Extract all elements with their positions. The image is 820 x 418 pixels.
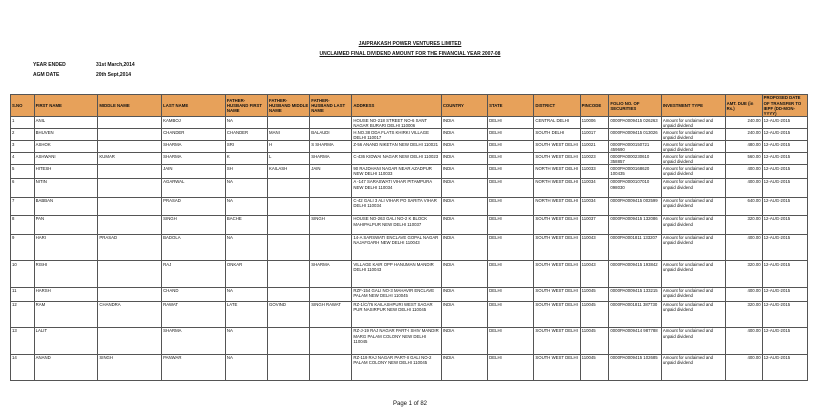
column-header: AMT. DUE (in Rs.) bbox=[725, 95, 762, 117]
column-header: LAST NAME bbox=[162, 95, 226, 117]
table-cell: K bbox=[225, 153, 267, 165]
table-cell: SOUTH WEST DELHI bbox=[534, 216, 580, 235]
table-cell: Amount for unclaimed and unpaid dividend bbox=[661, 261, 725, 288]
table-cell: SOUTH WEST DELHI bbox=[534, 141, 580, 153]
table-cell: 11 bbox=[11, 287, 35, 301]
table-cell: DELHI bbox=[488, 261, 534, 288]
company-title: JAIPRAKASH POWER VENTURES LIMITED bbox=[358, 41, 462, 47]
table-cell: 12-AUG-2015 bbox=[762, 287, 807, 301]
table-cell: 2 bbox=[11, 129, 35, 141]
column-header: FIRST NAME bbox=[34, 95, 98, 117]
table-cell bbox=[98, 141, 162, 153]
column-header: PROPOSED DATE OF TRANSFER TO IEPF (DD-MON-YYYY) bbox=[762, 95, 807, 117]
table-cell: CHANDER bbox=[162, 129, 226, 141]
table-cell: 110043 bbox=[580, 234, 609, 261]
table-cell: ASHOK bbox=[34, 141, 98, 153]
table-cell bbox=[98, 261, 162, 288]
table-cell: 0000PA0001811 387730 bbox=[609, 301, 661, 328]
table-cell: SOUTH WEST DELHI bbox=[534, 153, 580, 165]
table-cell: 400.00 bbox=[725, 234, 762, 261]
table-cell bbox=[268, 197, 310, 216]
column-header: S.NO bbox=[11, 95, 35, 117]
table-cell bbox=[98, 328, 162, 355]
table-cell bbox=[98, 129, 162, 141]
table-cell: PANWAR bbox=[162, 354, 226, 381]
table-cell: SH bbox=[225, 165, 267, 179]
table-cell: SOUTH WEST DELHI bbox=[534, 261, 580, 288]
table-cell: AGARWAL bbox=[162, 179, 226, 198]
table-cell: 320.00 bbox=[725, 261, 762, 288]
table-cell: INDIA bbox=[441, 129, 487, 141]
table-cell: 110006 bbox=[580, 117, 609, 129]
table-cell: 240.00 bbox=[725, 129, 762, 141]
table-cell: INDIA bbox=[441, 287, 487, 301]
table-cell: NA bbox=[225, 354, 267, 381]
table-cell: Amount for unclaimed and unpaid dividend bbox=[661, 153, 725, 165]
table-cell: 12-AUG-2015 bbox=[762, 301, 807, 328]
table-cell: 320.00 bbox=[725, 301, 762, 328]
table-cell: RZ-J-19 RAJ NAGAR PART-I SHIV MANDIR MARG PALAM COLONY NEW DELHI 110045 bbox=[352, 328, 441, 355]
column-header: ADDRESS bbox=[352, 95, 441, 117]
table-cell: PAN bbox=[34, 216, 98, 235]
table-cell: NORTH WEST DELHI bbox=[534, 165, 580, 179]
table-cell bbox=[268, 354, 310, 381]
table-cell: 110045 bbox=[580, 354, 609, 381]
table-cell bbox=[310, 179, 352, 198]
table-cell: 110045 bbox=[580, 287, 609, 301]
table-row bbox=[11, 301, 808, 328]
page-footer: Page 1 of 82 bbox=[392, 401, 428, 407]
table-cell: INDIA bbox=[441, 153, 487, 165]
table-cell bbox=[98, 179, 162, 198]
column-header: FATHER-HUSBAND LAST NAME bbox=[310, 95, 352, 117]
table-cell bbox=[310, 354, 352, 381]
table-cell: 7 bbox=[11, 197, 35, 216]
table-cell bbox=[310, 234, 352, 261]
table-cell: Amount for unclaimed and unpaid dividend bbox=[661, 141, 725, 153]
table-cell: 110023 bbox=[580, 153, 609, 165]
table-cell bbox=[268, 287, 310, 301]
table-cell: 10 bbox=[11, 261, 35, 288]
table-cell: ASHWANI bbox=[34, 153, 98, 165]
table-cell: KAMBOJ bbox=[162, 117, 226, 129]
table-cell: RZ-1/C/76 KAILASHPURI WEST SAGAR PUR NASIRPUR NEW DELHI 110045 bbox=[352, 301, 441, 328]
table-cell: 5 bbox=[11, 165, 35, 179]
column-header: MIDDLE NAME bbox=[98, 95, 162, 117]
table-cell bbox=[98, 165, 162, 179]
table-cell: INDIA bbox=[441, 328, 487, 355]
year-ended-row bbox=[33, 62, 135, 68]
table-cell: Amount for unclaimed and unpaid dividend bbox=[661, 129, 725, 141]
table-cell: DELHI bbox=[488, 141, 534, 153]
table-cell: 12-AUG-2015 bbox=[762, 354, 807, 381]
table-cell: INDIA bbox=[441, 216, 487, 235]
table-cell: NITIN bbox=[34, 179, 98, 198]
dividend-table bbox=[10, 94, 808, 381]
table-cell: C-42 GALI 3 ALI VIHAR PO SARITA VIHAR DELHI 110034 bbox=[352, 197, 441, 216]
table-cell: 110021 bbox=[580, 141, 609, 153]
table-row bbox=[11, 129, 808, 141]
agm-date-value: 20th Sept,2014 bbox=[96, 72, 132, 78]
table-cell: BALAUDI bbox=[310, 129, 352, 141]
table-cell: C-436 KIDWAI NAGAR NEW DELHI 110023 bbox=[352, 153, 441, 165]
table-cell: INDIA bbox=[441, 141, 487, 153]
table-header-row bbox=[11, 95, 808, 117]
table-cell: 12 bbox=[11, 301, 35, 328]
table-cell: 1 bbox=[11, 117, 35, 129]
table-row bbox=[11, 354, 808, 381]
column-header: COUNTRY bbox=[441, 95, 487, 117]
table-cell: NORTH WEST DELHI bbox=[534, 197, 580, 216]
table-cell: H bbox=[268, 141, 310, 153]
table-cell: 12-AUG-2015 bbox=[762, 216, 807, 235]
table-cell: 0000PA0009415 132086 bbox=[609, 216, 661, 235]
table-cell: DELHI bbox=[488, 179, 534, 198]
table-cell: 13 bbox=[11, 328, 35, 355]
table-row bbox=[11, 117, 808, 129]
table-cell: LATE bbox=[225, 301, 267, 328]
table-cell: 110045 bbox=[580, 328, 609, 355]
table-cell: SOUTH WEST DELHI bbox=[534, 234, 580, 261]
column-header: FATHER-HUSBAND MIDDLE NAME bbox=[268, 95, 310, 117]
table-cell: Z-56 ANAND NIKETAN NEW DELHI 110021 bbox=[352, 141, 441, 153]
table-cell: Amount for unclaimed and unpaid dividend bbox=[661, 354, 725, 381]
table-cell bbox=[268, 328, 310, 355]
column-header: FATHER-HUSBAND FIRST NAME bbox=[225, 95, 267, 117]
table-cell: NA bbox=[225, 287, 267, 301]
table-cell bbox=[310, 287, 352, 301]
table-cell: 0000PA0000230610 358857 bbox=[609, 153, 661, 165]
table-row bbox=[11, 179, 808, 198]
table-cell: CHANDER bbox=[225, 129, 267, 141]
column-header: DISTRICT bbox=[534, 95, 580, 117]
table-cell: Amount for unclaimed and unpaid dividend bbox=[661, 328, 725, 355]
table-cell: INDIA bbox=[441, 261, 487, 288]
table-cell: 0000PA0001811 133207 bbox=[609, 234, 661, 261]
table-cell: 240.00 bbox=[725, 117, 762, 129]
column-header: PINCODE bbox=[580, 95, 609, 117]
table-cell: 0000PA0000107010 098030 bbox=[609, 179, 661, 198]
table-cell: ANIL bbox=[34, 117, 98, 129]
table-cell: CENTRAL DELHI bbox=[534, 117, 580, 129]
table-cell: DELHI bbox=[488, 287, 534, 301]
table-cell: CHANDRA bbox=[98, 301, 162, 328]
table-row bbox=[11, 165, 808, 179]
table-cell: NA bbox=[225, 328, 267, 355]
table-cell: 0000PA0009415 026263 bbox=[609, 117, 661, 129]
table-cell: SOUTH WEST DELHI bbox=[534, 301, 580, 328]
table-cell bbox=[310, 328, 352, 355]
table-cell: CHAND bbox=[162, 287, 226, 301]
year-ended-value: 31st March,2014 bbox=[96, 62, 135, 68]
table-cell bbox=[98, 117, 162, 129]
table-body bbox=[11, 117, 808, 381]
table-cell: 400.00 bbox=[725, 354, 762, 381]
table-cell: BHUVEN bbox=[34, 129, 98, 141]
table-cell: 0000PA0009415 102685 bbox=[609, 354, 661, 381]
table-row bbox=[11, 287, 808, 301]
table-cell: 9 bbox=[11, 234, 35, 261]
table-cell: DELHI bbox=[488, 197, 534, 216]
table-cell bbox=[268, 117, 310, 129]
table-cell: SINGH bbox=[98, 354, 162, 381]
table-cell: 400.00 bbox=[725, 179, 762, 198]
table-cell: DELHI bbox=[488, 328, 534, 355]
table-cell: SINGH bbox=[162, 216, 226, 235]
table-cell: 110017 bbox=[580, 129, 609, 141]
table-cell: BADOLA bbox=[162, 234, 226, 261]
table-cell bbox=[98, 216, 162, 235]
table-cell: INDIA bbox=[441, 234, 487, 261]
table-cell: 0000PA0009415 002599 bbox=[609, 197, 661, 216]
table-row bbox=[11, 234, 808, 261]
table-cell: Amount for unclaimed and unpaid dividend bbox=[661, 117, 725, 129]
table-cell: RZF-154 GALI NO-3 MAHAVIR ENCLAVE PALAM NEW DELHI 110045 bbox=[352, 287, 441, 301]
table-cell: INDIA bbox=[441, 354, 487, 381]
report-subtitle: UNCLAIMED FINAL DIVIDEND AMOUNT FOR THE FINANCIAL YEAR 2007-08 bbox=[319, 51, 501, 57]
table-cell bbox=[98, 197, 162, 216]
table-row bbox=[11, 261, 808, 288]
agm-date-row bbox=[33, 72, 132, 78]
table-cell: 3 bbox=[11, 141, 35, 153]
table-cell: Amount for unclaimed and unpaid dividend bbox=[661, 301, 725, 328]
table-cell: 400.00 bbox=[725, 165, 762, 179]
table-row bbox=[11, 328, 808, 355]
table-cell: VILLAGE KAIR OPP HANUMAN MANDIR DELHI 110043 bbox=[352, 261, 441, 288]
table-cell: 12-AUG-2015 bbox=[762, 261, 807, 288]
table-cell: SOUTH WEST DELHI bbox=[534, 287, 580, 301]
column-header: FOLIO NO. OF SECURITIES bbox=[609, 95, 661, 117]
table-cell: HARI bbox=[34, 234, 98, 261]
table-cell: 12-AUG-2015 bbox=[762, 328, 807, 355]
table-cell: L bbox=[268, 153, 310, 165]
table-cell: RAJ bbox=[162, 261, 226, 288]
table-cell: ANAND bbox=[34, 354, 98, 381]
table-cell: SRI bbox=[225, 141, 267, 153]
table-cell bbox=[98, 287, 162, 301]
table-cell: A -147 SARASWATI VIHAR PITAMPURA NEW DELHI 110034 bbox=[352, 179, 441, 198]
table-cell: SHARMA bbox=[310, 153, 352, 165]
table-cell: RZ-119 RAJ NAGAR PART-II GALI NO-2 PALAM COLONY NEW DELHI 110045 bbox=[352, 354, 441, 381]
table-cell: JAIN bbox=[162, 165, 226, 179]
table-cell: DELHI bbox=[488, 216, 534, 235]
table-cell: DELHI bbox=[488, 165, 534, 179]
table-cell: Amount for unclaimed and unpaid dividend bbox=[661, 179, 725, 198]
table-cell: 90 RAJDHANI NAGAR NEAR AZADPUR NEW DELHI 110033 bbox=[352, 165, 441, 179]
table-cell: 400.00 bbox=[725, 328, 762, 355]
table-cell: DELHI bbox=[488, 117, 534, 129]
table-cell: NA bbox=[225, 179, 267, 198]
table-cell bbox=[268, 179, 310, 198]
table-row bbox=[11, 141, 808, 153]
column-header: STATE bbox=[488, 95, 534, 117]
table-cell: H.NO.38 DDA FLATS KHIRKI VILLAGE DELHI 110017 bbox=[352, 129, 441, 141]
agm-date-label: AGM DATE bbox=[33, 72, 60, 78]
table-cell: S SHARMA bbox=[310, 141, 352, 153]
table-cell: DELHI bbox=[488, 354, 534, 381]
table-cell: 12-AUG-2015 bbox=[762, 165, 807, 179]
table-cell: NA bbox=[225, 197, 267, 216]
table-cell: 12-AUG-2015 bbox=[762, 234, 807, 261]
table-cell: SINGH bbox=[310, 216, 352, 235]
table-cell: 12-AUG-2015 bbox=[762, 129, 807, 141]
table-row bbox=[11, 216, 808, 235]
table-cell: DELHI bbox=[488, 153, 534, 165]
table-cell: Amount for unclaimed and unpaid dividend bbox=[661, 165, 725, 179]
table-cell: SOUTH DELHI bbox=[534, 129, 580, 141]
table-cell bbox=[310, 197, 352, 216]
table-cell: LALIT bbox=[34, 328, 98, 355]
table-cell: ONKAR bbox=[225, 261, 267, 288]
table-cell: INDIA bbox=[441, 117, 487, 129]
table-cell: INDIA bbox=[441, 197, 487, 216]
table-cell: 0000PA0009414 987788 bbox=[609, 328, 661, 355]
column-header: INVESTMENT TYPE bbox=[661, 95, 725, 117]
table-cell: 110033 bbox=[580, 165, 609, 179]
table-cell: PRASAD bbox=[98, 234, 162, 261]
table-cell: GOVIND bbox=[268, 301, 310, 328]
table-cell: SOUTH WEST DELHI bbox=[534, 354, 580, 381]
table-row bbox=[11, 153, 808, 165]
table-cell: RAM bbox=[34, 301, 98, 328]
table-cell: 12-AUG-2015 bbox=[762, 179, 807, 198]
table-row bbox=[11, 197, 808, 216]
table-cell: INDIA bbox=[441, 179, 487, 198]
table-cell: SHARMA bbox=[162, 328, 226, 355]
table-cell: NA bbox=[225, 234, 267, 261]
table-cell: Amount for unclaimed and unpaid dividend bbox=[661, 216, 725, 235]
table-cell: HITESH bbox=[34, 165, 98, 179]
year-ended-label: YEAR ENDED bbox=[33, 62, 66, 68]
table-cell: 12-AUG-2015 bbox=[762, 141, 807, 153]
table-cell: SOUTH WEST DELHI bbox=[534, 328, 580, 355]
table-cell: 400.00 bbox=[725, 287, 762, 301]
table-cell: 110034 bbox=[580, 179, 609, 198]
table-cell: 12-AUG-2015 bbox=[762, 117, 807, 129]
table-cell: MANI bbox=[268, 129, 310, 141]
table-cell: NA bbox=[225, 117, 267, 129]
table-cell: BACHE bbox=[225, 216, 267, 235]
table-cell bbox=[310, 117, 352, 129]
table-cell: 0000PA0009415 193842 bbox=[609, 261, 661, 288]
table-cell bbox=[268, 216, 310, 235]
table-cell: JAIN bbox=[310, 165, 352, 179]
table-cell: 480.00 bbox=[725, 141, 762, 153]
table-cell: 14-A SARSWATI ENCLAVE GOPAL NAGAR NAJAFGARH NEW DELHI 110043 bbox=[352, 234, 441, 261]
table-cell: HOUSE NO-263 GALI NO-2 K BLOCK MAHIPALPUR NEW DELHI 110037 bbox=[352, 216, 441, 235]
table-cell: PRASAD bbox=[162, 197, 226, 216]
table-cell: 110034 bbox=[580, 197, 609, 216]
table-cell: 6 bbox=[11, 179, 35, 198]
table-cell: 4 bbox=[11, 153, 35, 165]
table-cell bbox=[268, 234, 310, 261]
table-cell: 0000PA0009415 013026 bbox=[609, 129, 661, 141]
table-cell: 0000PA0009415 133215 bbox=[609, 287, 661, 301]
table-cell: Amount for unclaimed and unpaid dividend bbox=[661, 234, 725, 261]
table-cell: 640.00 bbox=[725, 197, 762, 216]
table-cell: 12-AUG-2015 bbox=[762, 197, 807, 216]
table-cell: DELHI bbox=[488, 234, 534, 261]
table-cell: BABBAN bbox=[34, 197, 98, 216]
table-cell: 560.00 bbox=[725, 153, 762, 165]
table-cell: HARSH bbox=[34, 287, 98, 301]
table-cell: Amount for unclaimed and unpaid dividend bbox=[661, 287, 725, 301]
table-cell: SHARMA bbox=[310, 261, 352, 288]
table-cell: SHARMA bbox=[162, 141, 226, 153]
table-cell: 0000PA0000150721 459690 bbox=[609, 141, 661, 153]
table-cell: Amount for unclaimed and unpaid dividend bbox=[661, 197, 725, 216]
table-cell: SINGH RAWAT bbox=[310, 301, 352, 328]
table-cell: 8 bbox=[11, 216, 35, 235]
table-cell: NORTH WEST DELHI bbox=[534, 179, 580, 198]
table-cell: 320.00 bbox=[725, 216, 762, 235]
table-cell: RAWAT bbox=[162, 301, 226, 328]
table-cell: INDIA bbox=[441, 301, 487, 328]
table-cell: INDIA bbox=[441, 165, 487, 179]
table-cell: KAILASH bbox=[268, 165, 310, 179]
table-cell: 14 bbox=[11, 354, 35, 381]
table-cell: HOUSE NO-218 STREET NO-6 SANT NAGAR BURARI DELHI 110006 bbox=[352, 117, 441, 129]
table-cell bbox=[268, 261, 310, 288]
table-cell: 110045 bbox=[580, 301, 609, 328]
table-cell: 0000PA0000168620 100435 bbox=[609, 165, 661, 179]
table-cell: DELHI bbox=[488, 129, 534, 141]
table-cell: 12-AUG-2015 bbox=[762, 153, 807, 165]
table-cell: 110037 bbox=[580, 216, 609, 235]
table-cell: RISHI bbox=[34, 261, 98, 288]
table-cell: DELHI bbox=[488, 301, 534, 328]
table-cell: KUMAR bbox=[98, 153, 162, 165]
table-cell: 110043 bbox=[580, 261, 609, 288]
table-cell: SHARMA bbox=[162, 153, 226, 165]
